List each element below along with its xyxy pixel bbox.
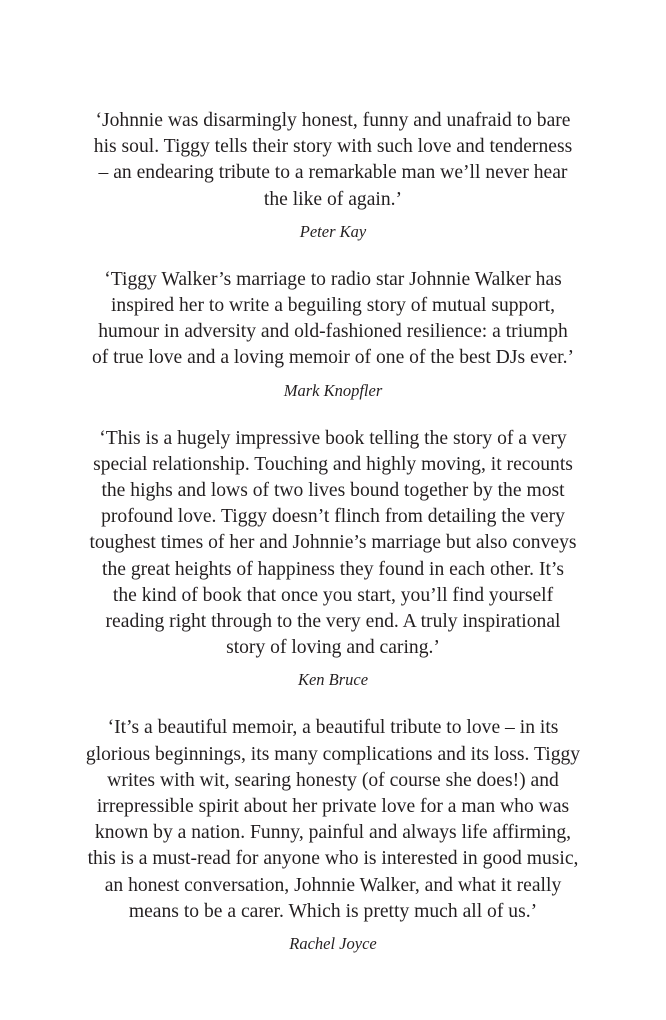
- quote-line: ‘Tiggy Walker’s marriage to radio star Johnnie Walker has: [104, 268, 562, 290]
- blurb-peter-kay: [73, 108, 593, 242]
- quote-line: inspired her to write a beguiling story of mutual support,: [110, 295, 556, 317]
- quote-line: special relationship. Touching and highly moving, it recounts: [93, 453, 573, 475]
- quote-line: reading right through to the very end. A truly inspirational: [105, 611, 561, 633]
- quote-line: writes with wit, searing honesty (of course she does!) and: [107, 769, 559, 791]
- quote-line: glorious beginnings, its many complications and its loss. Tiggy: [85, 743, 581, 765]
- quote-line: ‘It’s a beautiful memoir, a beautiful tribute to love – in its: [107, 717, 559, 739]
- attribution: Rachel Joyce: [289, 934, 377, 954]
- quote-text: [73, 108, 593, 213]
- quote-text: [73, 426, 593, 662]
- quote-line: toughest times of her and Johnnie’s marriage but also conveys: [89, 532, 577, 554]
- blurb-rachel-joyce: [73, 715, 593, 954]
- quote-line: ‘Johnnie was disarmingly honest, funny and unafraid to bare: [95, 110, 571, 131]
- quote-line: known by a nation. Funny, painful and always life affirming,: [94, 822, 572, 844]
- quote-line: means to be a carer. Which is pretty much all of us.’: [128, 900, 538, 922]
- quote-line: an honest conversation, Johnnie Walker, and what it really: [104, 874, 562, 896]
- quote-line: the kind of book that once you start, you’ll find yourself: [112, 584, 554, 606]
- quote-line: ‘This is a hugely impressive book telling the story of a very: [99, 427, 567, 449]
- quote-line: humour in adversity and old-fashioned resilience: a triumph: [98, 321, 568, 343]
- quote-line: the great heights of happiness they found in each other. It’s: [102, 558, 564, 580]
- praise-page: [0, 108, 666, 954]
- blurb-mark-knopfler: [73, 267, 593, 401]
- quote-text: [73, 267, 593, 372]
- quote-line: this is a must-read for anyone who is interested in good music,: [87, 848, 579, 870]
- quote-line: profound love. Tiggy doesn’t flinch from detailing the very: [101, 506, 565, 528]
- quote-line: the highs and lows of two lives bound together by the most: [101, 480, 565, 502]
- quote-text: [73, 715, 593, 925]
- blurb-ken-bruce: [73, 426, 593, 691]
- attribution: Peter Kay: [299, 221, 367, 241]
- attribution: Ken Bruce: [297, 670, 369, 690]
- quote-line: of true love and a loving memoir of one of the best DJs ever.’: [91, 347, 575, 369]
- quote-line: the like of again.’: [263, 188, 403, 210]
- attribution: Mark Knopfler: [283, 380, 383, 400]
- quote-line: his soul. Tiggy tells their story with such love and tenderness: [93, 136, 573, 158]
- quote-line: story of loving and caring.’: [226, 637, 440, 659]
- quote-line: irrepressible spirit about her private love for a man who was: [96, 796, 570, 818]
- quote-line: – an endearing tribute to a remarkable man we’ll never hear: [98, 162, 568, 184]
